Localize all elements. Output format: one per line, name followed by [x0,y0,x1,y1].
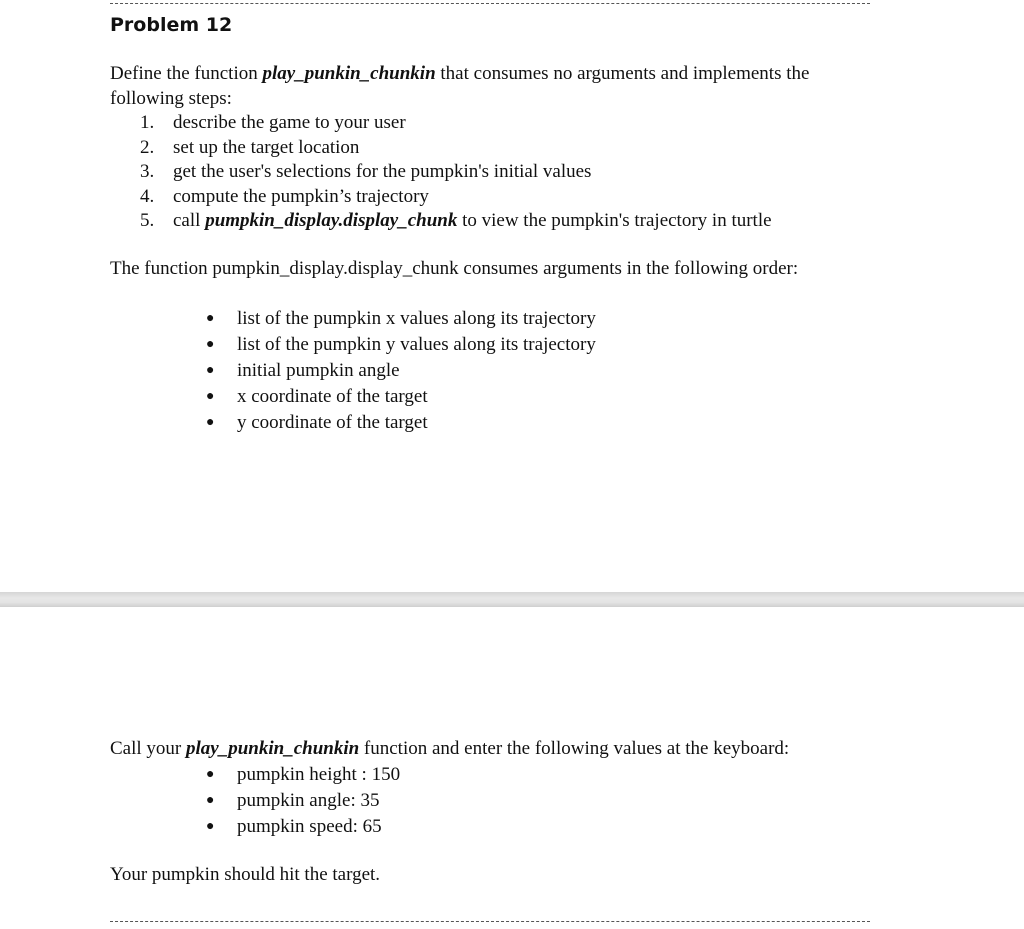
argument-item [204,306,596,332]
step-text: compute the pumpkin’s trajectory [173,185,429,207]
intro-paragraph [110,62,870,111]
step-text: describe the game to your user [173,112,406,133]
display-intro-paragraph: The function pumpkin_display.display_chunk consumes arguments in the following order: [110,258,799,279]
input-item [204,788,400,814]
step-text: get the user's selections for the pumpkin's initial values [173,161,592,182]
bullet-icon: ● [206,415,215,430]
bottom-dashed-separator [110,921,870,922]
intro-suffix: that consumes no arguments and implements the following steps: [110,63,810,109]
argument-item [204,358,596,384]
step-number: 5. [140,210,155,231]
bullet-icon: ● [206,767,215,782]
step-item [140,160,772,185]
step-text [173,209,772,234]
call-prefix: Call your [110,738,186,759]
step-suffix: to view the pumpkin's trajectory in turtle [457,210,772,231]
display-arguments-list [204,306,596,436]
step-number: 1. [140,112,155,133]
input-text: pumpkin height : 150 [237,764,401,785]
argument-text: y coordinate of the target [237,412,428,433]
problem-title: Problem 12 [110,14,233,36]
argument-item [204,332,596,358]
call-intro-paragraph [110,737,910,762]
page-break [0,592,1024,607]
bullet-icon: ● [206,311,215,326]
argument-text: list of the pumpkin y values along its trajectory [237,334,596,355]
intro-function-name: play_punkin_chunkin [262,63,436,84]
step-prefix: call [173,210,206,231]
input-item [204,814,400,840]
step-item [140,136,772,161]
step-number: 3. [140,161,155,182]
argument-text: list of the pumpkin x values along its trajectory [237,308,596,329]
argument-text: x coordinate of the target [237,386,428,407]
argument-item [204,384,596,410]
step-item [140,185,772,210]
step-number: 4. [140,185,155,207]
call-function-name: play_punkin_chunkin [186,738,360,759]
call-suffix: function and enter the following values at the keyboard: [359,738,790,759]
argument-text: initial pumpkin angle [237,360,400,381]
step-function-name: pumpkin_display.display_chunk [205,210,458,231]
input-text: pumpkin speed: 65 [237,816,382,837]
step-item [140,111,772,136]
argument-item [204,410,596,436]
bullet-icon: ● [206,337,215,352]
input-item [204,762,400,788]
intro-prefix: Define the function [110,63,263,84]
input-text: pumpkin angle: 35 [237,790,380,811]
bullet-icon: ● [206,793,215,808]
steps-list [140,111,772,234]
bullet-icon: ● [206,389,215,404]
step-number: 2. [140,136,155,158]
step-text: set up the target location [173,136,360,158]
bullet-icon: ● [206,363,215,378]
step-item [140,209,772,234]
closing-statement: Your pumpkin should hit the target. [110,864,381,885]
keyboard-inputs-list [204,762,400,840]
bullet-icon: ● [206,819,215,834]
top-dashed-separator [110,3,870,4]
